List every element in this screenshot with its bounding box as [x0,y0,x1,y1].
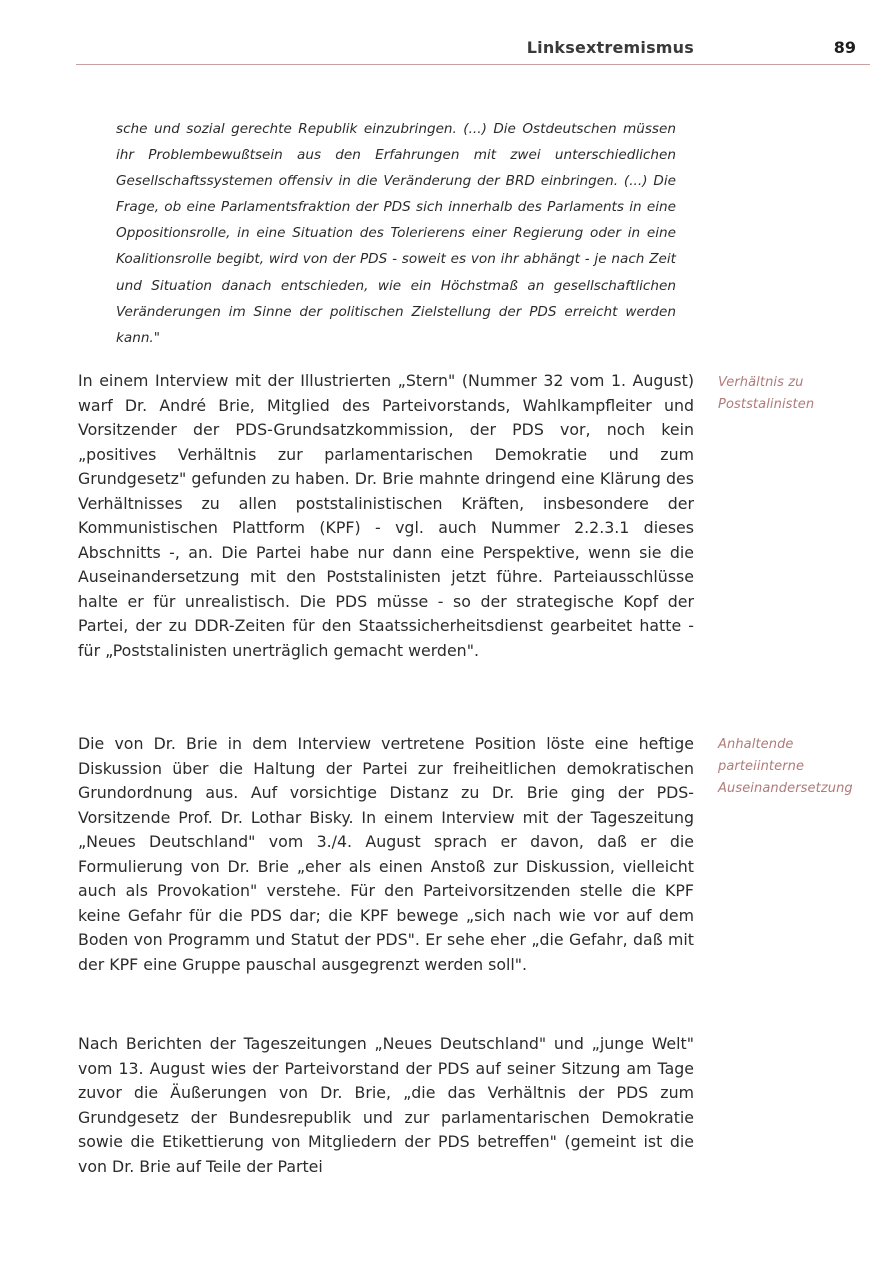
page-number: 89 [833,38,856,57]
body-paragraph-2: Die von Dr. Brie in dem Interview vertretene Position löste eine heftige Diskussion über die Haltung der Partei zur freiheitlichen demokratischen Grundordnung aus. Auf vorsichtige Distanz zu Dr. Brie ging der PDS-Vorsitzende Prof. Dr. Lothar Bisky. In einem Interview mit der Tageszeitung „Neues Deutschland" vom 3./4. August sprach er davon, daß er die Formulierung von Dr. Brie „eher als einen Anstoß zur Diskussion, vielleicht auch als Provokation" verstehe. Für den Parteivorsitzenden stelle die KPF keine Gefahr für die PDS dar; die KPF bewege „sich nach wie vor auf dem Boden von Programm und Statut der PDS". Er sehe eher „die Gefahr, daß mit der KPF eine Gruppe pauschal ausgegrenzt werden soll". [78,734,694,974]
page-header [76,36,870,66]
body-paragraph-1: In einem Interview mit der Illustrierten „Stern" (Nummer 32 vom 1. August) warf Dr. André Brie, Mitglied des Parteivorstands, Wahlkampfleiter und Vorsitzender der PDS-Grundsatzkommission, der PDS vor, noch kein „positives Verhältnis zur parlamentarischen Demokratie und zum Grundgesetz" gefunden zu haben. Dr. Brie mahnte dringend eine Klärung des Verhältnisses zu allen poststalinistischen Kräften, insbesondere der Kommunistischen Plattform (KPF) - vgl. auch Nummer 2.2.3.1 dieses Abschnitts -, an. Die Partei habe nur dann eine Perspektive, wenn sie die Auseinandersetzung mit den Poststalinisten jetzt führe. Parteiausschlüsse halte er für unrealistisch. Die PDS müsse - so der strategische Kopf der Partei, der zu DDR-Zeiten für den Staatssicherheitsdienst gearbeitet hatte - für „Poststalinisten unerträglich gemacht werden". [78,371,694,660]
header-rule [76,64,870,65]
running-header-title: Linksextremismus [526,38,694,57]
margin-note-poststalinisten: Verhältnis zu Poststalinisten [718,375,815,412]
body-paragraph-3: Nach Berichten der Tageszeitungen „Neues Deutschland" und „junge Welt" vom 13. August wies der Parteivorstand der PDS auf seiner Sitzung am Tage zuvor die Äußerungen von Dr. Brie, „die das Verhältnis der PDS zum Grundgesetz der Bundesrepublik und zur parlamentarischen Demokratie sowie die Etikettierung von Mitgliedern der PDS betreffen" (gemeint ist die von Dr. Brie auf Teile der Partei [78,1034,694,1176]
quoted-passage: sche und sozial gerechte Republik einzubringen. (...) Die Ostdeutschen müssen ihr Problembewußtsein aus den Erfahrungen mit zwei unterschiedlichen Gesellschaftssystemen offensiv in die Veränderung der BRD einbringen. (...) Die Frage, ob eine Parlamentsfraktion der PDS sich innerhalb des Parlaments in eine Oppositionsrolle, in eine Situation des Tolerierens einer Regierung oder in eine Koalitionsrolle begibt, wird von der PDS - soweit es von ihr abhängt - je nach Zeit und Situation danach entschieden, wie ein Höchstmaß an gesellschaftlichen Veränderungen im Sinne der politischen Zielstellung der PDS erreicht werden kann." [116,121,676,346]
margin-note-auseinandersetzung: Anhaltende parteiinterne Auseinandersetzung [718,737,853,796]
